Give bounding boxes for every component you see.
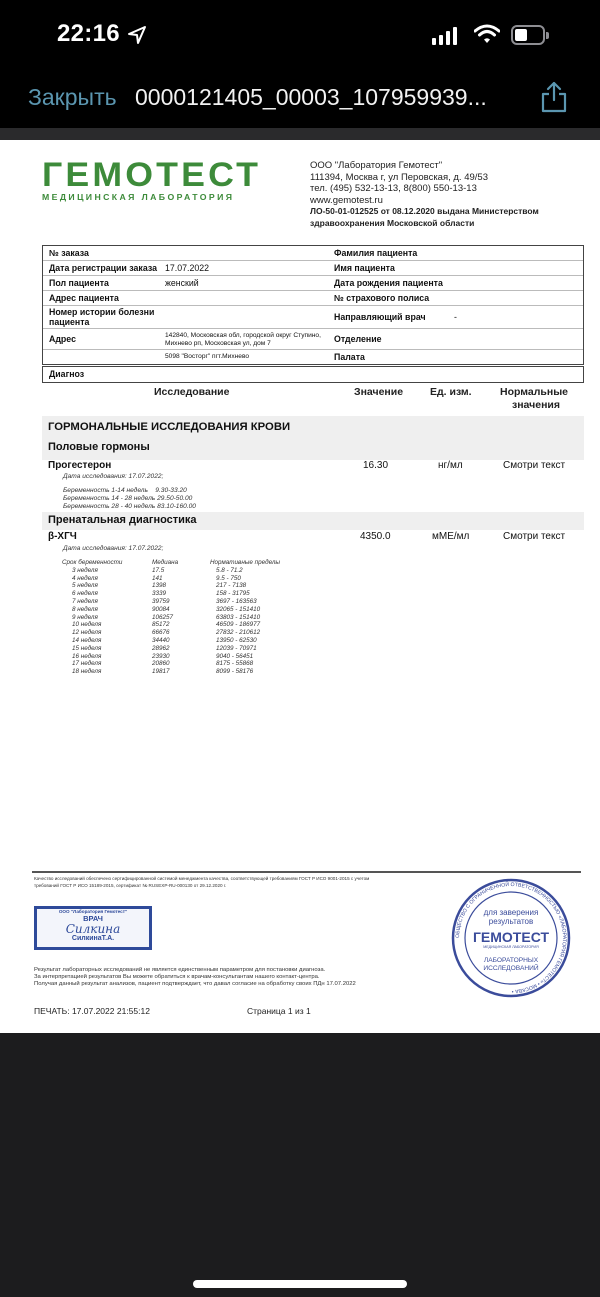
col-unit: Ед. изм. [430,386,472,398]
hcg-range: 63803 - 151410 [216,613,261,621]
group-title: Пренатальная диагностика [48,514,197,526]
home-indicator[interactable] [193,1280,407,1288]
hcg-table-row [62,598,300,606]
stamp-signature: Силкина [65,922,121,936]
disclaimer-line: Результат лабораторных исследований не является единственным параметром для постановки диагноза. [34,967,326,973]
hcg-week: 16 неделя [72,652,102,660]
info-row [43,329,583,350]
surname-label: Фамилия пациента [334,248,418,258]
hcg-header-median: Медиана [152,559,179,566]
sex-label: Пол пациента [49,278,109,288]
hcg-week: 10 неделя [72,621,102,629]
hcg-median: 28962 [152,644,170,652]
hcg-range: 9.5 - 750 [216,574,241,582]
test-norm: Смотри текст [503,531,566,542]
seal-text: результатов [488,917,534,926]
org-site: www.gemotest.ru [310,194,383,206]
name-label: Имя пациента [334,263,395,273]
col-norm: Нормальные [500,386,569,398]
hcg-median: 34440 [152,636,170,644]
doctor-label: Направляющий врач [334,312,426,322]
stamp-name: СилкинаТ.А. [71,935,115,942]
hcg-range: 8175 - 55868 [216,660,254,668]
sex-value: женский [165,278,199,288]
hcg-range: 158 - 31795 [216,590,250,598]
share-icon[interactable] [538,80,570,114]
print-date: ПЕЧАТЬ: 17.07.2022 21:55:12 [34,1006,150,1016]
ward-label: Палата [334,352,365,362]
hcg-range: 217 - 7138 [216,582,247,590]
hcg-week: 6 неделя [72,590,98,598]
hcg-table-header [62,559,300,567]
group-band [42,512,584,530]
brand-name: ГЕМОТЕСТ [42,156,262,194]
hcg-median: 20860 [152,660,170,668]
doctor-field [334,306,583,328]
hcg-table-row [62,637,300,645]
seal-text: для заверения [483,908,539,917]
hcg-week: 9 неделя [72,613,98,621]
col-value: Значение [354,386,404,398]
stamp-role: ВРАЧ [83,914,103,923]
hcg-range: 27832 - 210612 [216,629,261,637]
hcg-table-row [62,660,300,668]
info-row [43,306,583,329]
reg-date-label: Дата регистрации заказа [49,263,157,273]
reference-note: Беременность 28 - 40 недель 83.10-160.00 [63,503,196,510]
hcg-median: 66676 [152,629,170,637]
info-row [43,276,583,291]
order-no-label: № заказа [49,248,89,258]
reference-note: Беременность 1-14 недель 9.30-33.20 [63,487,187,494]
test-unit: мМЕ/мл [432,531,470,542]
hcg-reference-table [62,559,300,676]
doctor-stamp [34,906,152,950]
disclaimer-line: За интерпретацией результатов Вы можете обратиться к врачам-консультантам нашего контакт-центра. [34,973,320,980]
reg-date-value: 17.07.2022 [165,263,210,273]
brand-logo [42,156,262,202]
hcg-median: 90084 [152,605,170,613]
hcg-range: 5.8 - 71.2 [216,566,243,574]
hcg-table-row [62,606,300,614]
seal-text: ИССЛЕДОВАНИЙ [483,965,539,972]
info-row [43,350,583,364]
test-name: Прогестерон [48,460,112,471]
seal-sub: МЕДИЦИНСКАЯ ЛАБОРАТОРИЯ [483,945,539,949]
hcg-range: 32065 - 151410 [216,605,261,613]
test-date-note: Дата исследования: 17.07.2022; [63,545,164,552]
signal-icon [432,27,457,45]
address-label: Адрес пациента [49,293,119,303]
info-row [43,291,583,306]
lab-seal-icon [442,878,580,998]
group-title: Половые гормоны [48,441,150,453]
cert-line: требований ГОСТ Р ИСО 15189-2015, сертификат № RUSEXP-RU-000130 от 29.12.2020 г. [34,882,227,888]
doctor-value: - [454,312,457,322]
org-license-2: здравоохранения Московской области [310,217,475,228]
hcg-week: 4 неделя [72,574,98,582]
hcg-table-row [62,645,300,653]
hcg-median: 106257 [152,613,174,621]
hcg-range: 3697 - 163563 [216,597,257,605]
battery-icon [511,25,545,45]
hcg-range: 9040 - 56451 [216,652,254,660]
wifi-icon [474,24,500,44]
document-title: 0000121405_00003_107959939... [135,84,487,110]
quality-cert-note [34,876,434,889]
hcg-median: 39759 [152,597,170,605]
pdf-page [0,140,600,1033]
hcg-range: 12039 - 70971 [216,644,257,652]
test-value: 16.30 [363,460,389,471]
hcg-header-range: Нормативные пределы [210,559,281,566]
addr2-value: 142840, Московская обл, городской округ Ступино, Михнево рп, Московская ул, дом 7 [165,332,321,348]
test-value: 4350.0 [360,531,391,542]
hcg-range: 8099 - 58176 [216,668,254,676]
hcg-week: 3 неделя [72,566,98,574]
org-info [310,160,539,229]
disclaimer [34,967,356,988]
hcg-week: 7 неделя [72,597,98,605]
dept-label: Отделение [334,334,382,344]
col-study: Исследование [154,386,230,398]
address-value [163,291,334,305]
hcg-median: 19817 [152,668,170,676]
cert-line: Качество исследований обеспечено сертифицированной системой менеджмента качества, соответствующей требованиям ГОСТ Р ИСО 9001-2015 с учетом [34,876,370,881]
diagnosis-row [42,366,584,383]
birth-label: Дата рождения пациента [334,278,443,288]
hcg-week: 12 неделя [72,629,102,637]
hcg-range: 13950 - 62530 [216,636,257,644]
reference-note: Беременность 14 - 28 недель 29.50-50.00 [63,495,193,502]
hcg-table-row [62,590,300,598]
hcg-week: 8 неделя [72,605,98,613]
hcg-table-row [62,621,300,629]
hcg-table-row [62,629,300,637]
hcg-median: 85172 [152,621,170,629]
hcg-week: 15 неделя [72,644,102,652]
patient-info-table [42,245,584,365]
hcg-header-week: Срок беременности [62,559,123,566]
diagnosis-label: Диагноз [49,369,85,379]
status-time: 22:16 [57,20,120,47]
stamp-org: ООО "Лаборатория Гемотест" [58,909,128,914]
page-number: Страница 1 из 1 [247,1006,311,1016]
section-title: ГОРМОНАЛЬНЫЕ ИССЛЕДОВАНИЯ КРОВИ [48,421,291,433]
viewer-separator [0,128,600,140]
seal-brand: ГЕМОТЕСТ [472,929,550,945]
hcg-median: 3339 [152,590,167,598]
hcg-median: 1398 [152,582,167,590]
col-norm-2: значения [512,399,560,411]
history-label: Номер истории болезни пациента [49,307,155,327]
section-band [42,416,584,460]
info-row [43,246,583,261]
org-license: ЛО-50-01-012525 от 08.12.2020 выдана Министерством [310,206,539,216]
close-button[interactable]: Закрыть [28,84,117,110]
org-address: 111394, Москва г, ул Перовская, д. 49/53 [310,171,488,183]
hcg-week: 5 неделя [72,582,98,590]
seal-ring-text: ОБЩЕСТВО С ОГРАНИЧЕННОЙ ОТВЕТСТВЕННОСТЬЮ «ЛАБОРАТОРИЯ ГЕМОТЕСТ» • МОСКВА • [454,881,568,995]
test-date-note: Дата исследования: 17.07.2022; [63,473,164,480]
history-value [163,306,334,328]
disclaimer-line: Получая данный результат анализов, пациент подтверждает, что давал согласие на обработку своих ПДн 17.07.2022 [34,980,356,987]
seal-text: ЛАБОРАТОРНЫХ [483,957,539,964]
office-value: 5098 "Восторг" пгт.Михнево [165,353,250,360]
hcg-table-row [62,668,300,676]
hcg-median: 141 [152,574,163,582]
test-name: β-ХГЧ [48,531,77,542]
test-unit: нг/мл [438,460,463,471]
footer-divider [32,871,581,873]
hcg-median: 17.5 [152,566,165,574]
hcg-range: 46509 - 186977 [216,621,261,629]
office-label-empty [43,350,163,364]
hcg-week: 14 неделя [72,636,102,644]
hcg-table-row [62,567,300,575]
hcg-week: 17 неделя [72,660,102,668]
hcg-week: 18 неделя [72,668,102,676]
addr2-label: Адрес [49,334,76,344]
info-row [43,261,583,276]
test-norm: Смотри текст [503,460,566,471]
org-name: ООО "Лаборатория Гемотест" [310,160,443,171]
top-bar [0,0,600,128]
policy-label: № страхового полиса [334,293,430,303]
brand-tagline: МЕДИЦИНСКАЯ ЛАБОРАТОРИЯ [42,192,235,202]
order-no-value [163,246,334,260]
location-arrow-icon [127,25,147,45]
hcg-median: 23930 [152,652,170,660]
results-header [0,385,600,413]
org-phone: тел. (495) 532-13-13, 8(800) 550-13-13 [310,183,477,194]
